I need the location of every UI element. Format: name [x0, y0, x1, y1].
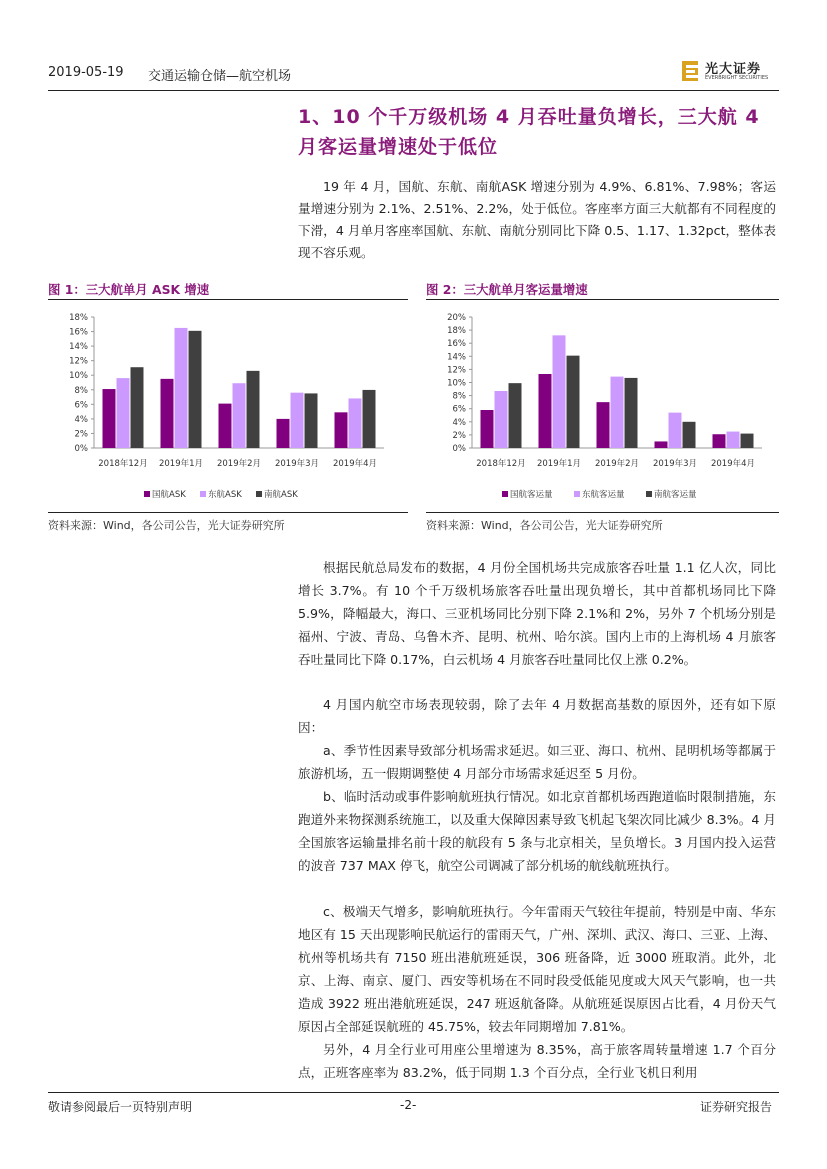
y-tick-label: 2% — [452, 430, 466, 441]
body-paragraph-4: b、临时活动或事件影响航班执行情况。如北京首都机场西跑道临时限制措施，东跑道外来物探测系统施工，以及重大保障因素导致飞机起飞架次同比减少 8.3%。4 月全国旅客运输量排名前十段的航段有 5 条与北京相关，呈负增长。3 月国内投入运营的波音 737 MAX 停飞，航空公司调减了部分机场的航线航班执行。 — [298, 789, 776, 873]
y-tick-label: 12% — [69, 356, 88, 367]
logo-name: 光大证券 — [705, 62, 762, 77]
bar-3 — [189, 331, 202, 448]
legend-label: 国航客运量 — [510, 490, 553, 500]
footer-report-type: 证券研究报告 — [700, 1100, 773, 1114]
bar-1 — [539, 374, 552, 448]
legend-label: 南航ASK — [264, 490, 298, 500]
body-paragraph-5: c、极端天气增多，影响航班执行。今年雷雨天气较往年提前，特别是中南、华东地区有 15 天出现影响民航运行的雷雨天气，广州、深圳、武汉、海口、三亚、上海、杭州等机场共有 7150 班出港航班延误，306 班备降，近 3000 班取消。此外，北京、上海、南京、厦门、西安等机场在不同时段受低能见度或大风天气影响，也一共造成 3922 班出港航班延误，247 班返航备降。从航班延误原因占比看，4 月份天气原因占全部延误航班的 45.75%，较去年同期增加 7.81%。 — [298, 904, 776, 1034]
y-tick-label: 0% — [452, 444, 466, 454]
figure-2-title: 图 2：三大航单月客运量增速 — [426, 282, 588, 297]
figure-2-source: 资料来源：Wind，各公司公告，光大证券研究所 — [426, 519, 663, 532]
figure-1-chart — [48, 305, 408, 510]
bar-3 — [363, 390, 376, 448]
x-tick-label: 2018年12月 — [476, 459, 526, 469]
y-tick-label: 18% — [69, 313, 88, 323]
bar-3 — [131, 367, 144, 448]
x-tick-label: 2018年12月 — [98, 459, 148, 469]
y-tick-label: 10% — [69, 371, 88, 382]
body-paragraph-1: 根据民航总局发布的数据，4 月份全国机场共完成旅客吞吐量 1.1 亿人次，同比增长 3.7%。有 10 个千万级机场旅客吞吐量出现负增长，其中首都机场同比下降 5.9%，降幅最大，海口、三亚机场同比分别下降 2.1%和 2%，另外 7 个机场分别是福州、宁波、青岛、乌鲁木齐、昆明、杭州、哈尔滨。国内上市的上海机场 4 月旅客吞吐量同比下降 0.17%，白云机场 4 月旅客吞吐量同比仅上涨 0.2%。 — [298, 560, 776, 667]
y-tick-label: 20% — [447, 313, 466, 323]
footer-divider — [48, 1092, 779, 1093]
legend-swatch — [574, 491, 580, 497]
body-paragraph-3: a、季节性因素导致部分机场需求延迟。如三亚、海口、杭州、昆明机场等都属于旅游机场，五一假期调整使 4 月部分市场需求延迟至 5 月份。 — [298, 743, 776, 781]
report-date: 2019-05-19 — [48, 65, 124, 80]
x-tick-label: 2019年2月 — [216, 459, 262, 469]
bar-2 — [553, 335, 566, 448]
bar-3 — [509, 383, 522, 448]
page-header — [48, 58, 779, 86]
bar-3 — [247, 371, 260, 448]
y-tick-label: 16% — [447, 339, 466, 350]
y-tick-label: 8% — [452, 391, 466, 402]
header-divider — [48, 90, 779, 91]
bar-3 — [567, 356, 580, 448]
y-tick-label: 8% — [74, 385, 88, 396]
x-tick-label: 2019年3月 — [652, 459, 698, 469]
footer-page-number: -2- — [400, 1098, 417, 1112]
body-paragraph-2: 4 月国内航空市场表现较弱，除了去年 4 月数据高基数的原因外，还有如下原因： — [298, 697, 776, 735]
figure-1-top-rule — [48, 299, 408, 300]
y-tick-label: 16% — [69, 327, 88, 338]
bar-3 — [625, 378, 638, 448]
y-tick-label: 10% — [447, 378, 466, 389]
bar-2 — [727, 432, 740, 448]
y-tick-label: 14% — [69, 342, 88, 353]
figure-2-chart — [426, 305, 779, 510]
y-tick-label: 6% — [452, 404, 466, 415]
bar-2 — [495, 391, 508, 448]
bar-1 — [219, 404, 232, 448]
bar-3 — [741, 434, 754, 448]
figure-1-title: 图 1：三大航单月 ASK 增速 — [48, 282, 210, 297]
bar-1 — [277, 419, 290, 448]
logo-mark-icon — [681, 60, 701, 82]
bar-2 — [291, 393, 304, 448]
bar-1 — [335, 412, 348, 448]
bar-1 — [713, 434, 726, 448]
figure-1-source: 资料来源：Wind，各公司公告，光大证券研究所 — [48, 519, 285, 532]
legend-label: 东航客运量 — [582, 490, 625, 500]
y-tick-label: 0% — [74, 444, 88, 454]
y-tick-label: 18% — [447, 326, 466, 337]
bar-2 — [233, 383, 246, 448]
figure-2-top-rule — [426, 299, 779, 300]
company-logo — [681, 58, 779, 86]
x-tick-label: 2019年1月 — [536, 459, 582, 469]
legend-label: 东航ASK — [208, 490, 242, 500]
x-tick-label: 2019年3月 — [274, 459, 320, 469]
footer-disclaimer: 敬请参阅最后一页特别声明 — [48, 1100, 193, 1114]
section-title: 1、10 个千万级机场 4 月吞吐量负增长，三大航 4 月客运量增速处于低位 — [298, 106, 760, 158]
bar-2 — [117, 378, 130, 448]
legend-swatch — [502, 491, 508, 497]
bar-2 — [611, 377, 624, 448]
figure-1-bottom-rule — [48, 512, 408, 513]
legend-label: 南航客运量 — [654, 490, 697, 500]
bar-1 — [161, 379, 174, 448]
legend-swatch — [144, 491, 150, 497]
bar-2 — [349, 398, 362, 448]
y-tick-label: 14% — [447, 352, 466, 363]
legend-label: 国航ASK — [152, 490, 186, 500]
legend-swatch — [256, 491, 262, 497]
legend-swatch — [646, 491, 652, 497]
x-tick-label: 2019年2月 — [594, 459, 640, 469]
bar-2 — [175, 328, 188, 448]
y-tick-label: 6% — [74, 400, 88, 411]
bar-3 — [683, 422, 696, 448]
bar-1 — [103, 389, 116, 448]
bar-3 — [305, 393, 318, 448]
y-tick-label: 4% — [452, 417, 466, 428]
figure-2-bottom-rule — [426, 512, 779, 513]
x-tick-label: 2019年4月 — [710, 459, 756, 469]
bar-1 — [481, 410, 494, 448]
legend-swatch — [200, 491, 206, 497]
x-tick-label: 2019年1月 — [158, 459, 204, 469]
y-tick-label: 4% — [74, 414, 88, 425]
bar-1 — [597, 402, 610, 448]
bar-1 — [655, 441, 668, 448]
bar-2 — [669, 413, 682, 448]
body-paragraph-6: 另外，4 月全行业可用座公里增速为 8.35%，高于旅客周转量增速 1.7 个百分点，正班客座率为 83.2%，低于同期 1.3 个百分点，全行业飞机日利用 — [298, 1042, 776, 1080]
report-sector: 交通运输仓储—航空机场 — [148, 69, 292, 84]
intro-paragraph: 19 年 4 月，国航、东航、南航ASK 增速分别为 4.9%、6.81%、7.98%；客运量增速分别为 2.1%、2.51%、2.2%，处于低位。客座率方面三大航都有不同程度的下滑，4 月单月客座率国航、东航、南航分别同比下降 0.5、1.17、1.32pct，整体表现不容乐观。 — [298, 179, 776, 260]
x-tick-label: 2019年4月 — [332, 459, 378, 469]
y-tick-label: 2% — [74, 429, 88, 440]
logo-english: EVERBRIGHT SECURITIES — [705, 75, 769, 81]
y-tick-label: 12% — [447, 365, 466, 376]
